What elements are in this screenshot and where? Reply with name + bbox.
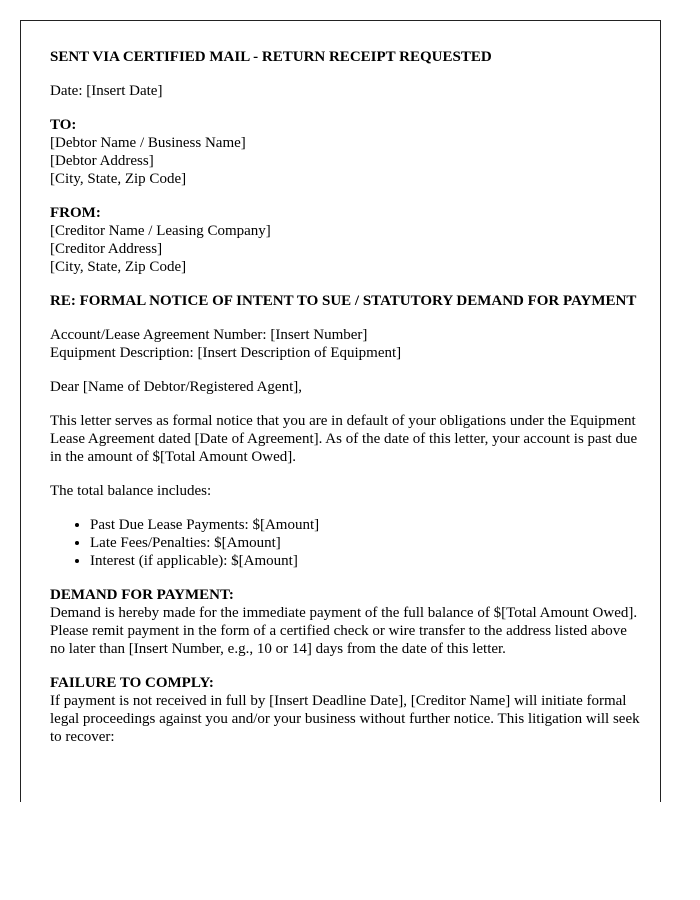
to-block xyxy=(50,116,640,188)
debtor-city-state-zip: [City, State, Zip Code] xyxy=(50,171,187,187)
creditor-address: [Creditor Address] xyxy=(50,241,163,257)
failure-text: If payment is not received in full by [Insert Deadline Date], [Creditor Name] will initiate formal legal proceedings against you and/or your business without further notice. This litigation will seek to recover: xyxy=(50,693,640,745)
list-item: • Past Due Lease Payments: $[Amount] xyxy=(90,516,640,534)
balance-list xyxy=(50,516,640,570)
reference-block xyxy=(50,326,640,362)
list-item: • Late Fees/Penalties: $[Amount] xyxy=(90,534,640,552)
salutation: Dear [Name of Debtor/Registered Agent], xyxy=(50,379,302,395)
creditor-city-state-zip: [City, State, Zip Code] xyxy=(50,259,187,275)
letter-body xyxy=(50,48,640,762)
from-label: FROM: xyxy=(50,205,101,221)
from-block xyxy=(50,204,640,276)
failure-section xyxy=(50,674,640,746)
letter-page xyxy=(20,20,661,802)
account-number-line: Account/Lease Agreement Number: [Insert Number] xyxy=(50,327,368,343)
failure-heading: FAILURE TO COMPLY: xyxy=(50,675,214,691)
balance-intro: The total balance includes: xyxy=(50,483,212,499)
demand-text: Demand is hereby made for the immediate payment of the full balance of $[Total Amount Owed]. Please remit payment in the form of a certified check or wire transfer to the address listed above no later than [Insert Number, e.g., 10 or 14] days from the date of this letter. xyxy=(50,605,638,657)
intro-paragraph: This letter serves as formal notice that you are in default of your obligations under the Equipment Lease Agreement dated [Date of Agreement]. As of the date of this letter, your account is past due in the amount of $[Total Amount Owed]. xyxy=(50,413,638,465)
to-label: TO: xyxy=(50,117,77,133)
debtor-name: [Debtor Name / Business Name] xyxy=(50,135,246,151)
list-item: • Interest (if applicable): $[Amount] xyxy=(90,552,640,570)
equipment-description-line: Equipment Description: [Insert Description of Equipment] xyxy=(50,345,402,361)
creditor-name: [Creditor Name / Leasing Company] xyxy=(50,223,271,239)
debtor-address: [Debtor Address] xyxy=(50,153,154,169)
date-line: Date: [Insert Date] xyxy=(50,83,163,99)
demand-heading: DEMAND FOR PAYMENT: xyxy=(50,587,234,603)
mail-method-header: SENT VIA CERTIFIED MAIL - RETURN RECEIPT REQUESTED xyxy=(50,49,492,65)
re-subject-line: RE: FORMAL NOTICE OF INTENT TO SUE / STATUTORY DEMAND FOR PAYMENT xyxy=(50,293,637,309)
demand-section xyxy=(50,586,640,658)
